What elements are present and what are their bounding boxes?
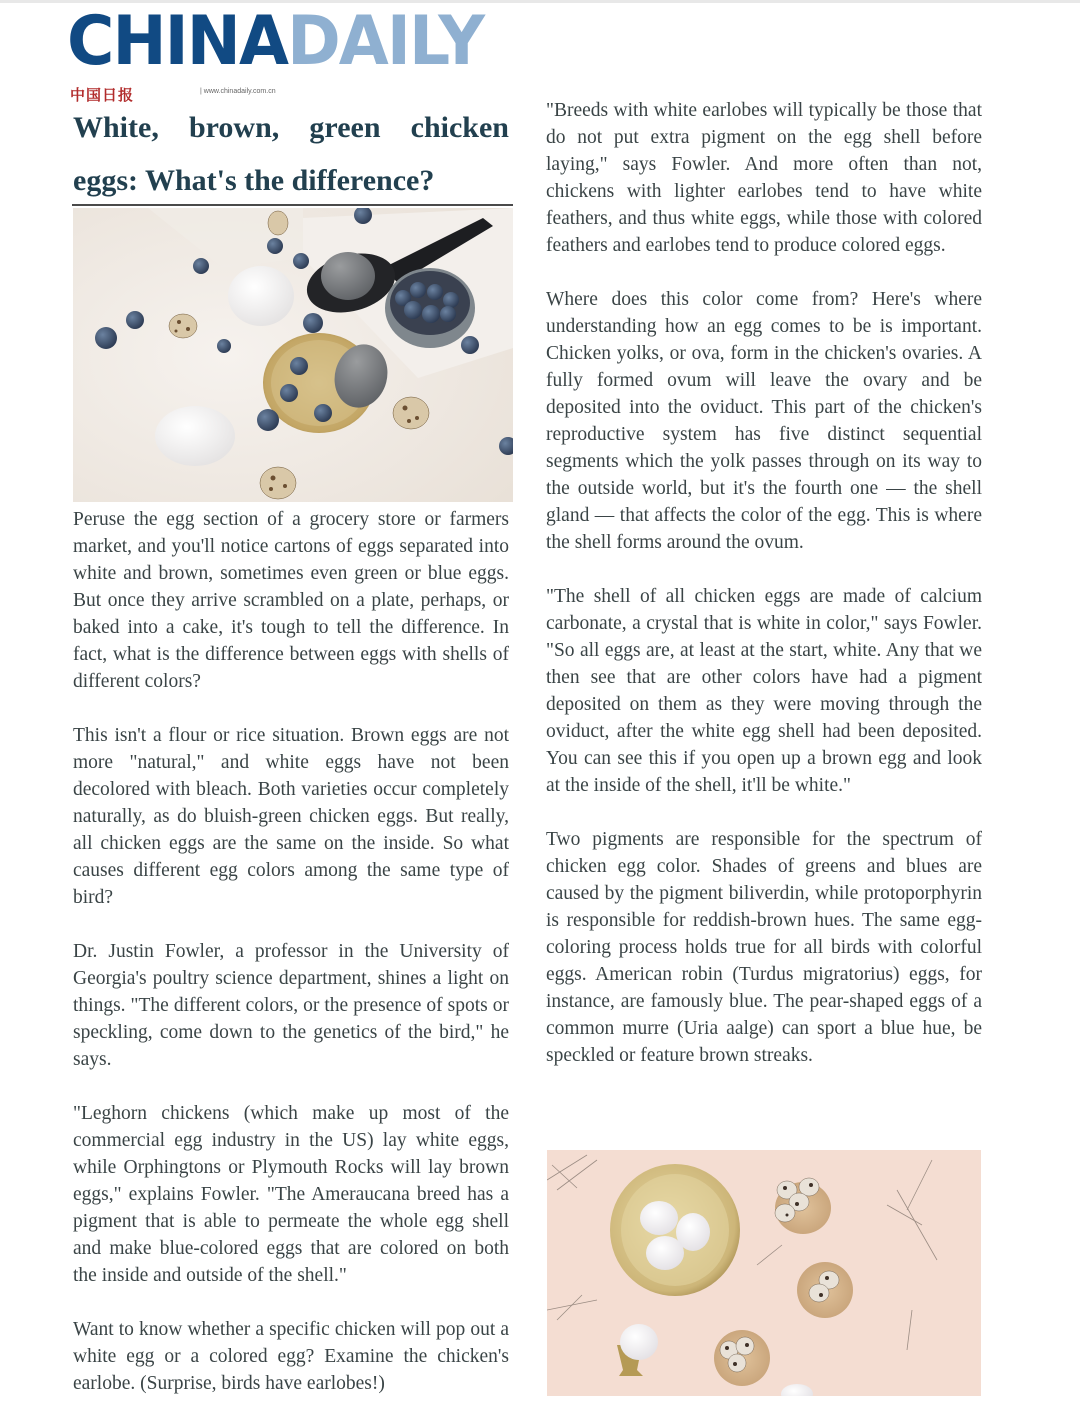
headline-divider (72, 204, 513, 206)
photo-eggs-blueberries-icon (73, 208, 513, 502)
paragraph: "The shell of all chicken eggs are made of calcium carbonate, a crystal that is white in color," says Fowler. "So all eggs are, at least at the start, white. Any that we then see that are other colors have had a pigment deposited on them as they were moving through the oviduct, after the white egg shell had been deposited. You can see this if you open up a brown egg and look at the inside of the shell, it'll be white." (546, 586, 982, 796)
left-column (73, 506, 509, 1424)
paragraph: "Breeds with white earlobes will typically be those that do not put extra pigment on the egg shell before laying," says Fowler. And more often than not, chickens with lighter earlobes tend to have white feathers, and thus white eggs, while those with colored feathers and earlobes tend to produce colored eggs. (546, 100, 982, 256)
hero-photo (73, 208, 513, 502)
logo-daily-text: DAILY (287, 2, 484, 81)
article-headline: White, brown, green chicken eggs: What's the difference? (73, 111, 509, 197)
paragraph: Want to know whether a specific chicken will pop out a white egg or a colored egg? Examine the chicken's earlobe. (Surprise, birds have earlobes!) (73, 1319, 509, 1394)
paragraph: "Leghorn chickens (which make up most of the commercial egg industry in the US) lay white eggs, while Orphingtons or Plymouth Rocks will lay brown eggs," explains Fowler. "The Ameraucana breed has a pigment that is able to permeate the whole egg shell and make blue-colored eggs that are colored on both the inside and outside of the shell." (73, 1103, 509, 1286)
secondary-photo (547, 1150, 981, 1396)
paragraph: This isn't a flour or rice situation. Brown eggs are not more "natural," and white eggs have not been decolored with bleach. Both varieties occur completely naturally, as do bluish-green chicken eggs. But really, all chicken eggs are the same on the inside. So what causes different egg colors among the same type of bird? (73, 725, 509, 908)
logo-chinese-text: 中国日报 (70, 86, 135, 104)
logo-china-text: CHINA (67, 2, 288, 81)
photo-eggs-plates-icon (547, 1150, 981, 1396)
paragraph: Dr. Justin Fowler, a professor in the University of Georgia's poultry science department, shines a light on things. "The different colors, or the presence of spots or speckling, come down to the genetics of the bird," he says. (73, 941, 509, 1070)
paragraph: Where does this color come from? Here's where understanding how an egg comes to be is important. Chicken yolks, or ova, form in the chicken's ovaries. A fully formed ovum will leave the ovary and be deposited into the oviduct. This part of the chicken's reproductive system has five distinct sequential segments which the yolk passes through on its way to the outside world, but it's the fourth one — the shell gland — that affects the color of the egg. This is where the shell forms around the ovum. (546, 289, 982, 553)
paragraph: Two pigments are responsible for the spectrum of chicken egg color. Shades of greens and blues are caused by the pigment biliverdin, while protoporphyrin is responsible for reddish-brown hues. The same egg-coloring process holds true for all birds with colorful eggs. American robin (Turdus migratorius) eggs, for instance, are famously blue. The pear-shaped eggs of a common murre (Uria aalge) can sport a blue hue, be speckled or feature brown streaks. (546, 829, 982, 1066)
site-url[interactable]: | www.chinadaily.com.cn (200, 88, 276, 95)
paragraph: Peruse the egg section of a grocery store or farmers market, and you'll notice cartons of eggs separated into white and brown, sometimes even green or blue eggs. But once they arrive scrambled on a plate, perhaps, or baked into a cake, it's tough to tell the difference. In fact, what is the difference between eggs with shells of different colors? (73, 509, 509, 692)
right-column (546, 97, 982, 1096)
china-daily-logo[interactable] (67, 2, 484, 81)
